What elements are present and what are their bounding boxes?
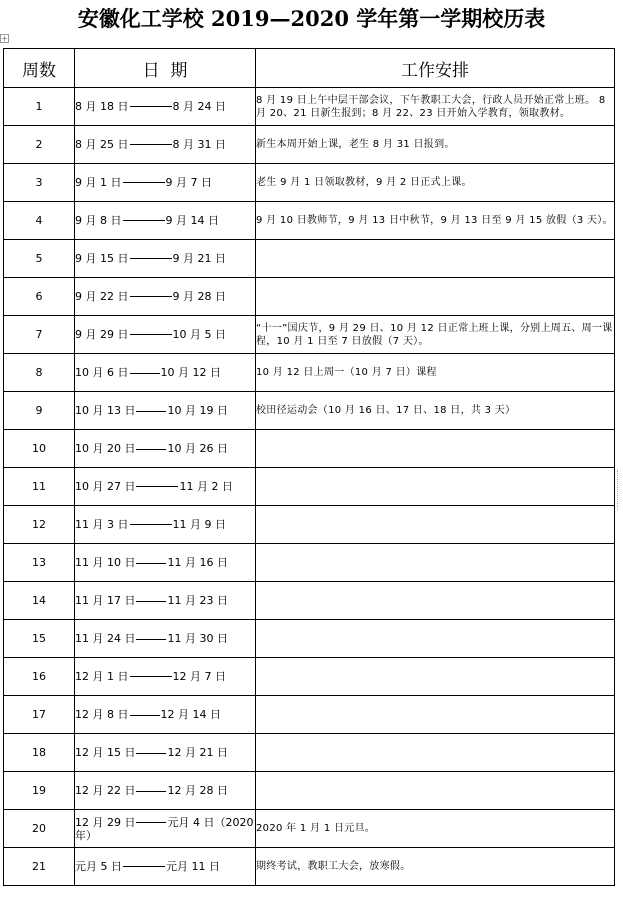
week-number: 19	[4, 772, 75, 810]
week-number: 9	[4, 392, 75, 430]
date-start: 10 月 13 日	[75, 404, 136, 417]
date-end: 11 月 16 日	[167, 556, 228, 569]
date-dash	[130, 296, 172, 297]
work-arrangement: 期终考试，教职工大会，放寒假。	[256, 848, 615, 886]
work-arrangement	[256, 278, 615, 316]
date-range	[75, 316, 256, 354]
date-start: 9 月 8 日	[75, 214, 122, 227]
date-dash	[136, 822, 166, 823]
date-start: 11 月 10 日	[75, 556, 136, 569]
date-end: 11 月 9 日	[172, 518, 226, 531]
work-arrangement: 2020 年 1 月 1 日元旦。	[256, 810, 615, 848]
week-number: 4	[4, 202, 75, 240]
date-end: 11 月 30 日	[167, 632, 228, 645]
week-number: 3	[4, 164, 75, 202]
week-number: 11	[4, 468, 75, 506]
page-title: 安徽化工学校 2019—2020 学年第一学期校历表	[77, 6, 546, 31]
date-dash	[130, 715, 160, 716]
table-move-handle-icon[interactable]: +	[1, 34, 8, 43]
date-dash	[136, 563, 166, 564]
date-start: 10 月 6 日	[75, 366, 129, 379]
work-arrangement: 老生 9 月 1 日领取教材，9 月 2 日正式上课。	[256, 164, 615, 202]
week-number: 5	[4, 240, 75, 278]
work-arrangement	[256, 240, 615, 278]
date-end: 8 月 31 日	[172, 138, 226, 151]
work-arrangement	[256, 544, 615, 582]
table-row	[4, 658, 615, 696]
date-range	[75, 88, 256, 126]
work-arrangement: 新生本周开始上课，老生 8 月 31 日报到。	[256, 126, 615, 164]
work-arrangement	[256, 772, 615, 810]
date-dash	[136, 639, 166, 640]
date-start: 元月 5 日	[75, 860, 122, 873]
date-start: 9 月 29 日	[75, 328, 129, 341]
header-work: 工作安排	[256, 49, 615, 88]
date-start: 9 月 1 日	[75, 176, 122, 189]
date-start: 8 月 25 日	[75, 138, 129, 151]
date-start: 9 月 15 日	[75, 252, 129, 265]
work-arrangement	[256, 620, 615, 658]
week-number: 8	[4, 354, 75, 392]
date-dash	[130, 334, 172, 335]
week-number: 2	[4, 126, 75, 164]
work-arrangement: 9 月 10 日教师节，9 月 13 日中秋节，9 月 13 日至 9 月 15 放假（3 天）。	[256, 202, 615, 240]
week-number: 18	[4, 734, 75, 772]
date-end: 10 月 26 日	[167, 442, 228, 455]
table-row	[4, 848, 615, 886]
table-row	[4, 164, 615, 202]
date-end: 12 月 7 日	[172, 670, 226, 683]
date-dash	[136, 449, 166, 450]
week-number: 10	[4, 430, 75, 468]
header-date: 日 期	[75, 49, 256, 88]
table-row	[4, 430, 615, 468]
table-row	[4, 468, 615, 506]
date-range	[75, 164, 256, 202]
date-end: 11 月 23 日	[167, 594, 228, 607]
table-row	[4, 544, 615, 582]
date-end: 12 月 21 日	[167, 746, 228, 759]
table-row	[4, 392, 615, 430]
work-arrangement	[256, 506, 615, 544]
table-row	[4, 126, 615, 164]
date-end: 11 月 2 日	[179, 480, 233, 493]
date-dash	[123, 866, 165, 867]
table-row	[4, 316, 615, 354]
margin-marker	[617, 470, 622, 510]
date-range	[75, 392, 256, 430]
date-range	[75, 582, 256, 620]
date-dash	[123, 220, 165, 221]
date-dash	[136, 791, 166, 792]
date-range	[75, 658, 256, 696]
week-number: 12	[4, 506, 75, 544]
date-start: 11 月 3 日	[75, 518, 129, 531]
date-end: 元月 4 日（2020 年）	[75, 815, 254, 842]
work-arrangement	[256, 582, 615, 620]
date-end: 9 月 7 日	[165, 176, 212, 189]
date-range	[75, 278, 256, 316]
date-dash	[130, 373, 160, 374]
date-end: 10 月 5 日	[172, 328, 226, 341]
date-dash	[130, 144, 172, 145]
table-row	[4, 506, 615, 544]
table-row	[4, 240, 615, 278]
table-row	[4, 582, 615, 620]
week-number: 20	[4, 810, 75, 848]
date-dash	[136, 753, 166, 754]
week-number: 14	[4, 582, 75, 620]
date-start: 11 月 17 日	[75, 594, 136, 607]
date-dash	[130, 106, 172, 107]
date-end: 12 月 28 日	[167, 784, 228, 797]
date-dash	[123, 182, 165, 183]
date-dash	[136, 601, 166, 602]
table-row	[4, 734, 615, 772]
week-number: 16	[4, 658, 75, 696]
date-range	[75, 620, 256, 658]
date-range	[75, 810, 256, 848]
date-range	[75, 848, 256, 886]
date-end: 9 月 21 日	[172, 252, 226, 265]
work-arrangement	[256, 658, 615, 696]
table-header-row	[4, 49, 615, 88]
date-range	[75, 506, 256, 544]
date-range	[75, 772, 256, 810]
work-arrangement	[256, 468, 615, 506]
week-number: 17	[4, 696, 75, 734]
work-arrangement	[256, 696, 615, 734]
table-row	[4, 696, 615, 734]
header-week: 周数	[4, 49, 75, 88]
date-dash	[136, 486, 178, 487]
date-start: 12 月 22 日	[75, 784, 136, 797]
school-calendar-table	[3, 48, 615, 886]
date-dash	[136, 411, 166, 412]
work-arrangement	[256, 430, 615, 468]
week-number: 6	[4, 278, 75, 316]
date-range	[75, 696, 256, 734]
table-row	[4, 772, 615, 810]
date-end: 10 月 12 日	[160, 366, 221, 379]
date-start: 12 月 8 日	[75, 708, 129, 721]
date-end: 9 月 14 日	[165, 214, 219, 227]
week-number: 21	[4, 848, 75, 886]
date-range	[75, 240, 256, 278]
date-end: 元月 11 日	[166, 860, 220, 873]
table-row	[4, 88, 615, 126]
date-end: 12 月 14 日	[160, 708, 221, 721]
work-arrangement: “十一”国庆节，9 月 29 日、10 月 12 日正常上班上课，分别上周五、周一课程，10 月 1 日至 7 日放假（7 天）。	[256, 316, 615, 354]
date-start: 12 月 1 日	[75, 670, 129, 683]
date-start: 11 月 24 日	[75, 632, 136, 645]
date-end: 10 月 19 日	[167, 404, 228, 417]
date-dash	[130, 258, 172, 259]
date-start: 8 月 18 日	[75, 100, 129, 113]
work-arrangement: 10 月 12 日上周一（10 月 7 日）课程	[256, 354, 615, 392]
date-start: 12 月 15 日	[75, 746, 136, 759]
date-range	[75, 468, 256, 506]
date-range	[75, 734, 256, 772]
table-row	[4, 202, 615, 240]
date-start: 9 月 22 日	[75, 290, 129, 303]
date-range	[75, 354, 256, 392]
date-range	[75, 544, 256, 582]
date-start: 12 月 29 日	[75, 815, 136, 829]
week-number: 1	[4, 88, 75, 126]
table-row	[4, 354, 615, 392]
date-end: 8 月 24 日	[172, 100, 226, 113]
week-number: 13	[4, 544, 75, 582]
date-dash	[130, 676, 172, 677]
date-range	[75, 126, 256, 164]
date-range	[75, 430, 256, 468]
table-row	[4, 810, 615, 848]
date-start: 10 月 20 日	[75, 442, 136, 455]
table-row	[4, 620, 615, 658]
work-arrangement	[256, 734, 615, 772]
work-arrangement: 8 月 19 日上午中层干部会议，下午教职工大会，行政人员开始正常上班。 8 月 20、21 日新生报到；8 月 22、23 日开始入学教育，领取教材。	[256, 88, 615, 126]
week-number: 7	[4, 316, 75, 354]
date-start: 10 月 27 日	[75, 480, 136, 493]
date-dash	[130, 524, 172, 525]
week-number: 15	[4, 620, 75, 658]
date-range	[75, 202, 256, 240]
date-end: 9 月 28 日	[172, 290, 226, 303]
work-arrangement: 校田径运动会（10 月 16 日、17 日、18 日，共 3 天）	[256, 392, 615, 430]
table-row	[4, 278, 615, 316]
